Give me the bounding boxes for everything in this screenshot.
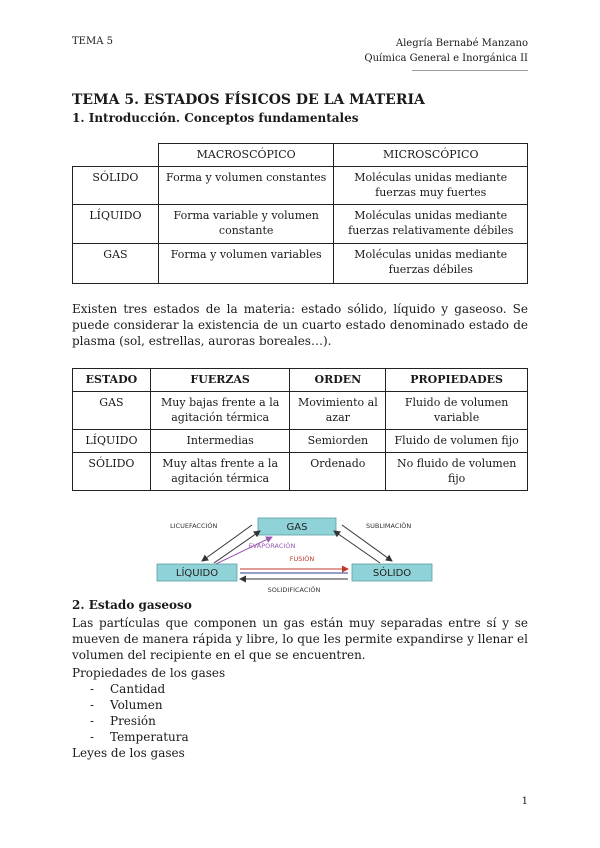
page-title: TEMA 5. ESTADOS FÍSICOS DE LA MATERIA <box>72 92 425 108</box>
laws-title: Leyes de los gases <box>72 746 185 760</box>
header-rule <box>412 70 528 71</box>
list-item: - Volumen <box>90 698 163 712</box>
intro-paragraph: Existen tres estados de la materia: estado sólido, líquido y gaseoso. Se puede considerar la existencia de un cuarto estado denominado estado de plasma (sol, estrellas, auroras boreales…). <box>72 302 528 348</box>
table-cell-empty <box>73 144 159 167</box>
table-cell: No fluido de volumen fijo <box>386 453 528 491</box>
section-2-title: 2. Estado gaseoso <box>72 598 192 612</box>
table-cell: Ordenado <box>290 453 386 491</box>
table-row <box>73 430 528 453</box>
table-cell: GAS <box>73 392 151 430</box>
table-cell: LÍQUIDO <box>73 430 151 453</box>
table-row <box>73 453 528 491</box>
gas-paragraph: Las partículas que componen un gas están muy separadas entre sí y se mueven de manera rápida y libre, lo que les permite expandirse y llenar el volumen del recipiente en el que se encuentren. <box>72 616 528 662</box>
fusion-label: FUSIÓN <box>289 555 315 563</box>
arrow-licuefaccion <box>202 525 252 561</box>
props-title: Propiedades de los gases <box>72 666 226 680</box>
states-table <box>72 143 528 284</box>
table-cell: Semiorden <box>290 430 386 453</box>
table-header: MICROSCÓPICO <box>334 144 528 167</box>
properties-table <box>72 368 528 491</box>
phase-change-diagram <box>156 517 448 595</box>
list-item-text: Presión <box>110 714 156 728</box>
header-author: Alegría Bernabé Manzano <box>395 38 528 49</box>
licuefaccion-label: LICUEFACCIÓN <box>170 522 218 530</box>
list-item-text: Cantidad <box>110 682 166 696</box>
table-row <box>73 369 528 392</box>
table-cell: Movimiento al azar <box>290 392 386 430</box>
table-cell: Fluido de volumen variable <box>386 392 528 430</box>
table-cell: Moléculas unidas mediante fuerzas muy fuertes <box>334 167 528 205</box>
solidificacion-label: SOLIDIFICACIÓN <box>267 586 321 594</box>
list-item: - Presión <box>90 714 156 728</box>
table-row <box>73 144 528 167</box>
arrow-sublimacion <box>342 525 392 561</box>
table-cell: Fluido de volumen fijo <box>386 430 528 453</box>
table-header: MACROSCÓPICO <box>158 144 334 167</box>
table-row <box>73 244 528 284</box>
table-header: ORDEN <box>290 369 386 392</box>
list-item-text: Temperatura <box>110 730 189 744</box>
table-header: ESTADO <box>73 369 151 392</box>
table-cell: Moléculas unidas mediante fuerzas débiles <box>334 244 528 284</box>
table-header: FUERZAS <box>150 369 290 392</box>
table-cell: Muy bajas frente a la agitación térmica <box>150 392 290 430</box>
table-header: PROPIEDADES <box>386 369 528 392</box>
table-cell: Muy altas frente a la agitación térmica <box>150 453 290 491</box>
table-cell: Forma y volumen variables <box>158 244 334 284</box>
table-cell: SÓLIDO <box>73 167 159 205</box>
table-cell: SÓLIDO <box>73 453 151 491</box>
table-row <box>73 167 528 205</box>
sublimacion-label: SUBLIMACIÓN <box>366 522 412 530</box>
table-cell: Moléculas unidas mediante fuerzas relativamente débiles <box>334 205 528 244</box>
table-cell: GAS <box>73 244 159 284</box>
liquid-label: LÍQUIDO <box>175 568 219 579</box>
table-row <box>73 205 528 244</box>
table-cell: Forma variable y volumen constante <box>158 205 334 244</box>
table-cell: LÍQUIDO <box>73 205 159 244</box>
header-right <box>364 36 528 66</box>
table-cell: Forma y volumen constantes <box>158 167 334 205</box>
list-item-text: Volumen <box>110 698 163 712</box>
solid-label: SÓLIDO <box>372 568 412 579</box>
list-item: - Temperatura <box>90 730 189 744</box>
header-course: Química General e Inorgánica II <box>364 53 528 64</box>
header-left: TEMA 5 <box>72 36 113 47</box>
page-number: 1 <box>521 796 528 807</box>
table-cell: Intermedias <box>150 430 290 453</box>
table-row <box>73 392 528 430</box>
gas-label: GAS <box>286 522 308 533</box>
list-item: - Cantidad <box>90 682 166 696</box>
section-1-title: 1. Introducción. Conceptos fundamentales <box>72 111 359 125</box>
evaporacion-label: EVAPORACIÓN <box>248 542 296 550</box>
